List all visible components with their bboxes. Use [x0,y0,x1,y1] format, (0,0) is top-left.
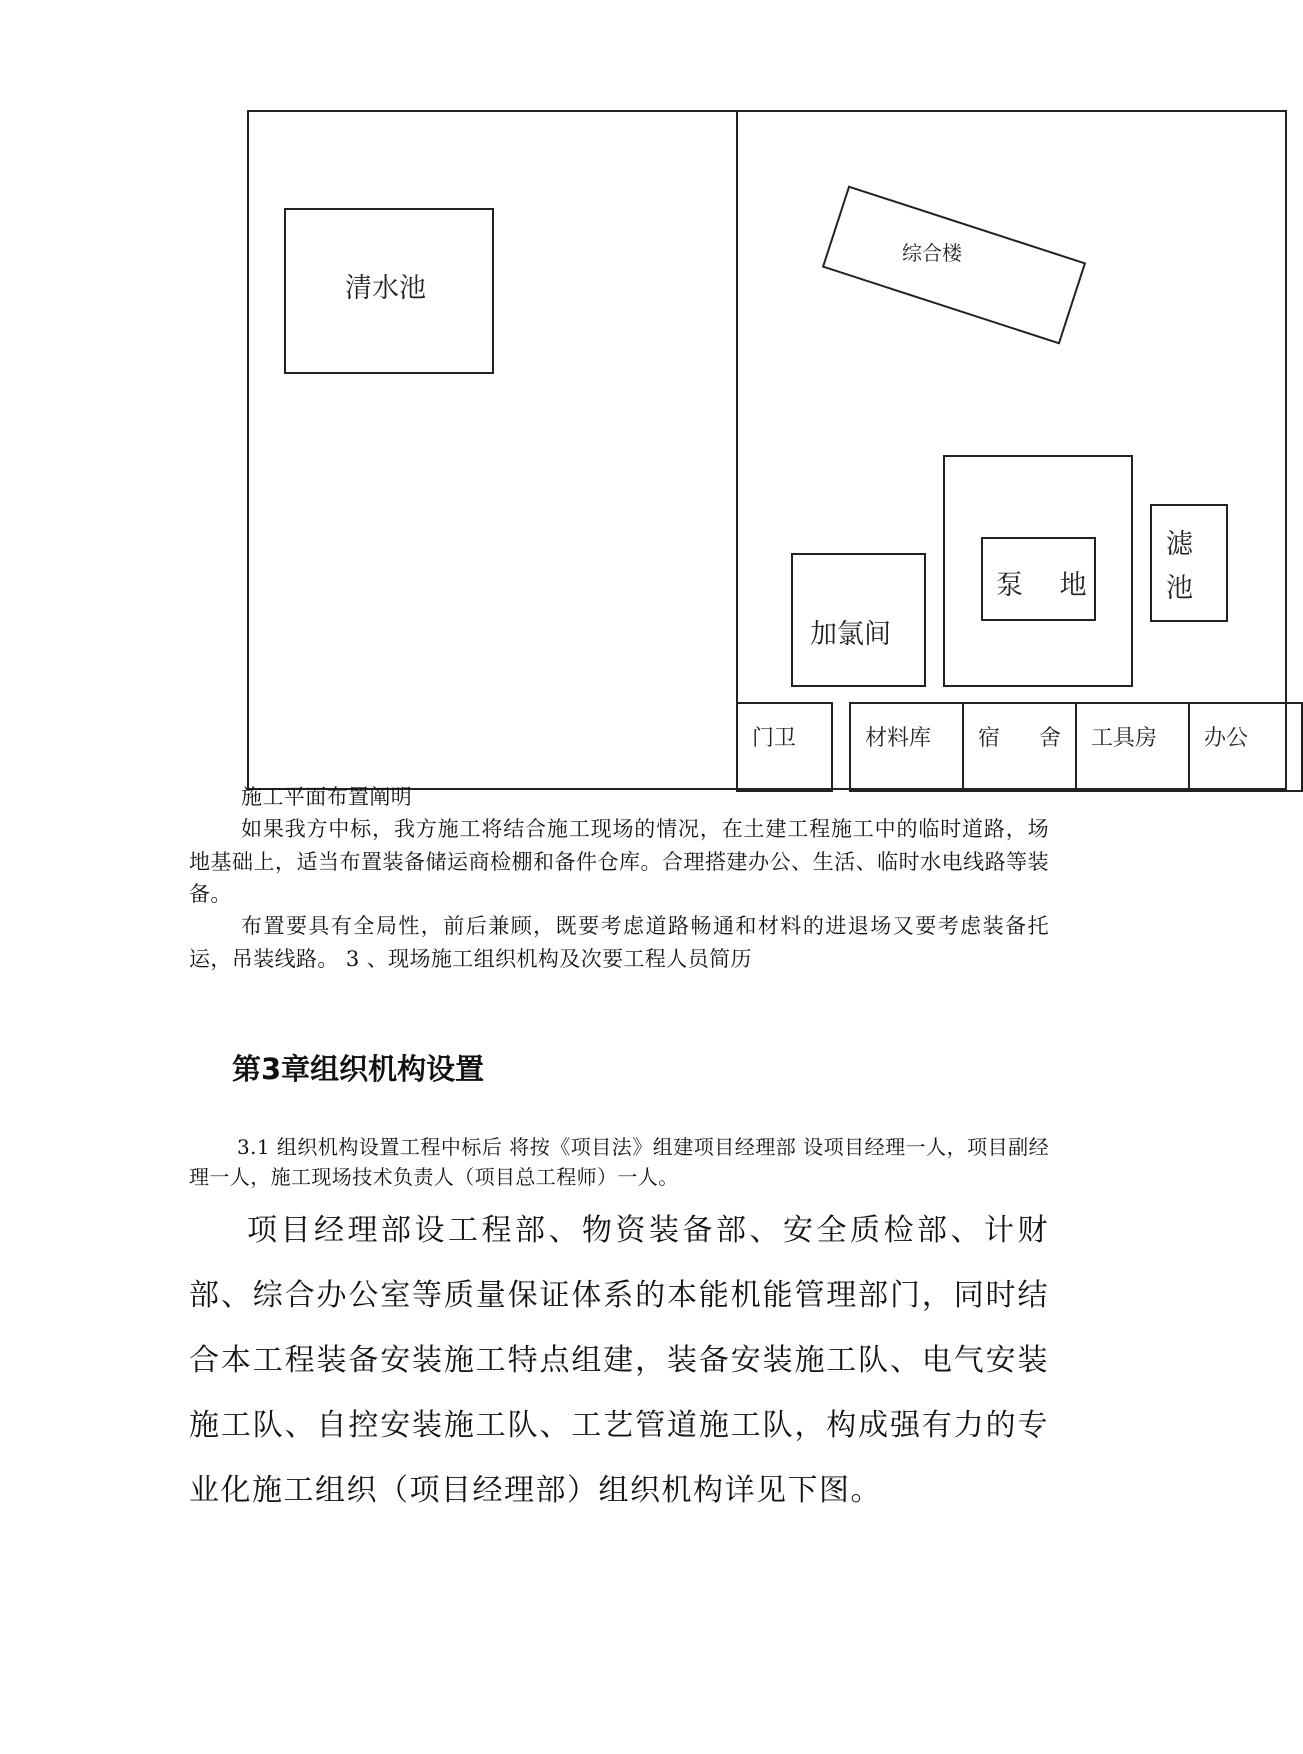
paragraph-4: 项目经理部设工程部、物资装备部、安全质检部、计财部、综合办公室等质量保证体系的本能机能管理部门，同时结合本工程装备安装施工特点组建，装备安装施工队、电气安装施工队、自控安装施工队、工艺管道施工队，构成强有力的专业化施工组织（项目经理部）组织机构详见下图。 [189,1213,1049,1508]
site-divider-line [736,110,738,780]
section-title: 施工平面布置阐明 [241,785,413,809]
paragraph-3: 3.1 组织机构设置工程中标后 将按《项目法》组建项目经理部 设项目经理一人，项目副经理一人，施工现场技术负责人（项目总工程师）一人。 [189,1135,1049,1189]
office-room-label: 办公 [1204,726,1249,751]
office-building-label: 综合楼 [902,241,962,265]
filter-pool-label-1: 滤 [1166,529,1193,560]
chlorination-room-label: 加氯间 [810,619,891,650]
site-plan-diagram [0,0,1249,780]
gate-guard-label: 门卫 [752,726,797,751]
dormitory-label: 宿 舍 [978,726,1077,751]
material-store-label: 材料库 [865,726,932,751]
paragraph-1: 如果我方中标，我方施工将结合施工现场的情况，在土建工程施工中的临时道路，场地基础上，适当布置装备储运商检棚和备件仓库。合理搭建办公、生活、临时水电线路等装备。 [189,817,1049,906]
chapter-heading: 第3章组织机构设置 [232,1052,485,1086]
tool-room-label: 工具房 [1091,726,1158,751]
paragraph-2: 布置要具有全局性，前后兼顾，既要考虑道路畅通和材料的进退场又要考虑装备托运，吊装线路。 3 、现场施工组织机构及次要工程人员简历 [189,914,1049,971]
filter-pool-label-2: 池 [1166,573,1193,604]
clear-water-pool-label: 清水池 [345,273,426,304]
pump-house-label: 泵 地 [996,570,1101,601]
